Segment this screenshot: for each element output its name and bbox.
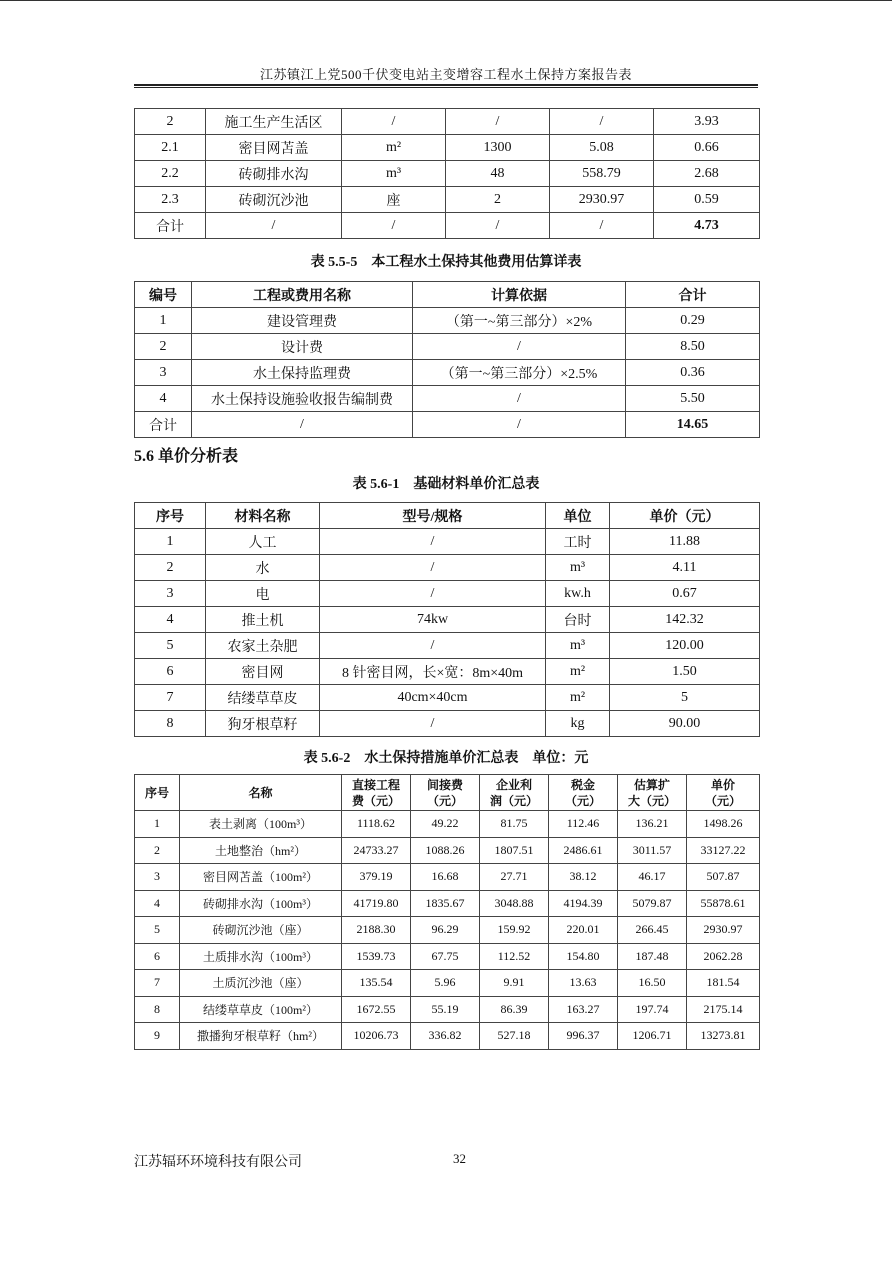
header-text: （元） (564, 793, 601, 808)
table-cell: 8.50 (626, 334, 760, 360)
header-rule (134, 84, 758, 88)
table-cell: 5.08 (550, 135, 654, 161)
table-cell: 181.54 (687, 970, 760, 997)
table-cell: 2175.14 (687, 996, 760, 1023)
table-cell: 4194.39 (549, 890, 618, 917)
table-cell: 农家土杂肥 (206, 633, 320, 659)
table-cell: 14.65 (626, 412, 760, 438)
table-cell: 16.50 (618, 970, 687, 997)
table-row (135, 308, 760, 334)
table-cell: 水土保持设施验收报告编制费 (192, 386, 413, 412)
table-cell: / (550, 213, 654, 239)
table-cell: （第一~第三部分）×2.5% (413, 360, 626, 386)
table-cell: / (413, 386, 626, 412)
table-cell: 2486.61 (549, 837, 618, 864)
column-header (549, 775, 618, 811)
table-cell: 1206.71 (618, 1023, 687, 1050)
table-cell: 4.11 (610, 555, 760, 581)
table-row (135, 970, 760, 997)
table-cell: 558.79 (550, 161, 654, 187)
table-row (135, 360, 760, 386)
table-total-row (135, 412, 760, 438)
table-cell: 0.29 (626, 308, 760, 334)
table-row (135, 1023, 760, 1050)
table-cell: 9.91 (480, 970, 549, 997)
table-row (135, 659, 760, 685)
table-cell: kg (546, 711, 610, 737)
table-cell: / (192, 412, 413, 438)
table-cell: （第一~第三部分）×2% (413, 308, 626, 334)
table-cell: / (320, 711, 546, 737)
table-cell: 3 (135, 864, 180, 891)
column-header: 工程或费用名称 (192, 282, 413, 308)
header-text: 直接工程 (351, 777, 400, 792)
table-cell: m² (342, 135, 446, 161)
table-row (135, 917, 760, 944)
table-cell: 55878.61 (687, 890, 760, 917)
table-cell: 74kw (320, 607, 546, 633)
page-number: 32 (453, 1151, 466, 1166)
table-row (135, 135, 760, 161)
table-cell: / (413, 412, 626, 438)
table-cell: 33127.22 (687, 837, 760, 864)
table-cell: 1672.55 (342, 996, 411, 1023)
table-cell: 0.59 (654, 187, 760, 213)
table-cell: 0.67 (610, 581, 760, 607)
table-cell: / (342, 213, 446, 239)
table-cell: 推土机 (206, 607, 320, 633)
table-cell: 197.74 (618, 996, 687, 1023)
table-cell: 67.75 (411, 943, 480, 970)
table-cell: 1498.26 (687, 811, 760, 838)
column-header (687, 775, 760, 811)
table-cell: 1 (135, 308, 192, 334)
header-text: 税金 (570, 777, 595, 792)
table-row (135, 837, 760, 864)
table-cell: 结缕草草皮（100m²） (180, 996, 342, 1023)
table-caption-5-6-2: 表 5.6-2 水土保持措施单价汇总表 单位：元 (303, 751, 589, 766)
table-cell: 1835.67 (411, 890, 480, 917)
table-cell: 3 (135, 360, 192, 386)
header-text: 企业利 (495, 777, 532, 792)
table-caption-5-6-1: 表 5.6-1 基础材料单价汇总表 (352, 477, 540, 492)
column-header (342, 775, 411, 811)
table-cell: 水土保持监理费 (192, 360, 413, 386)
column-header: 型号/规格 (320, 503, 546, 529)
column-header: 合计 (626, 282, 760, 308)
table-cell: 154.80 (549, 943, 618, 970)
table-cell: 2 (135, 837, 180, 864)
table-cell: 2 (135, 334, 192, 360)
header-text: 名称 (248, 785, 273, 800)
table-cell: 49.22 (411, 811, 480, 838)
table-cell: 砖砌沉沙池 (206, 187, 342, 213)
header-text: 估算扩 (633, 777, 670, 792)
table-row (135, 109, 760, 135)
table-cell: 41719.80 (342, 890, 411, 917)
table-cell: 2930.97 (687, 917, 760, 944)
table-cell: 7 (135, 685, 206, 711)
column-header: 单位 (546, 503, 610, 529)
header-text: 序号 (144, 785, 169, 800)
table-header-row (135, 775, 760, 811)
column-header (618, 775, 687, 811)
table-cell: 5 (135, 917, 180, 944)
column-header (180, 775, 342, 811)
column-header: 序号 (135, 503, 206, 529)
table-cell: m³ (342, 161, 446, 187)
table-cell: 1807.51 (480, 837, 549, 864)
table-row (135, 996, 760, 1023)
table-cell: 0.66 (654, 135, 760, 161)
column-header: 编号 (135, 282, 192, 308)
table-cell: 90.00 (610, 711, 760, 737)
table-cell: 5 (610, 685, 760, 711)
table-cell: 设计费 (192, 334, 413, 360)
header-text: （元） (426, 793, 463, 808)
table-cell: 土质沉沙池（座） (180, 970, 342, 997)
table-row (135, 943, 760, 970)
table-cell: 4.73 (654, 213, 760, 239)
column-header: 单价（元） (610, 503, 760, 529)
table-cell: / (446, 213, 550, 239)
table-cell: 2.3 (135, 187, 206, 213)
table-cell: 电 (206, 581, 320, 607)
table-cell: / (320, 633, 546, 659)
table-cell: 台时 (546, 607, 610, 633)
table-cell: m² (546, 659, 610, 685)
table-row (135, 864, 760, 891)
table-cell: 6 (135, 943, 180, 970)
table-cell: 砖砌排水沟 (206, 161, 342, 187)
column-header (480, 775, 549, 811)
table-cell: 142.32 (610, 607, 760, 633)
table-cell: / (550, 109, 654, 135)
table-cell: 336.82 (411, 1023, 480, 1050)
table-cell: 996.37 (549, 1023, 618, 1050)
table-continuation (134, 108, 760, 239)
table-cell: 55.19 (411, 996, 480, 1023)
table-cell: 112.52 (480, 943, 549, 970)
table-5-6-1 (134, 502, 760, 737)
table-cell: 狗牙根草籽 (206, 711, 320, 737)
table-cell: / (320, 555, 546, 581)
table-5-5-5 (134, 281, 760, 438)
table-cell: / (320, 581, 546, 607)
table-cell: 86.39 (480, 996, 549, 1023)
table-cell: 水 (206, 555, 320, 581)
table-cell: 撒播狗牙根草籽（hm²） (180, 1023, 342, 1050)
table-cell: m² (546, 685, 610, 711)
table-cell: 2062.28 (687, 943, 760, 970)
table-header-row (135, 503, 760, 529)
table-row (135, 711, 760, 737)
table-cell: 施工生产生活区 (206, 109, 342, 135)
column-header (135, 775, 180, 811)
table-cell: 16.68 (411, 864, 480, 891)
table-cell: m³ (546, 633, 610, 659)
table-total-row (135, 213, 760, 239)
table-cell: 3.93 (654, 109, 760, 135)
table-cell: 81.75 (480, 811, 549, 838)
table-cell: 建设管理费 (192, 308, 413, 334)
table-cell: 2.68 (654, 161, 760, 187)
table-cell: 1 (135, 529, 206, 555)
table-cell: 507.87 (687, 864, 760, 891)
table-cell: 187.48 (618, 943, 687, 970)
table-header-row (135, 282, 760, 308)
table-cell: 砖砌排水沟（100m³） (180, 890, 342, 917)
table-cell: 159.92 (480, 917, 549, 944)
table-row (135, 633, 760, 659)
table-cell: 8 (135, 711, 206, 737)
table-row (135, 685, 760, 711)
table-cell: 2.2 (135, 161, 206, 187)
table-cell: 砖砌沉沙池（座） (180, 917, 342, 944)
table-cell: 7 (135, 970, 180, 997)
table-cell: 220.01 (549, 917, 618, 944)
header-text: 单价 (710, 777, 735, 792)
top-border-line (0, 0, 892, 1)
section-title: 5.6 单价分析表 (134, 448, 239, 465)
table-cell: 5 (135, 633, 206, 659)
table-cell: 密目网 (206, 659, 320, 685)
table-cell: 1088.26 (411, 837, 480, 864)
table-cell: / (320, 529, 546, 555)
table-cell: 38.12 (549, 864, 618, 891)
header-text: 润（元） (489, 793, 538, 808)
header-text: 大（元） (627, 793, 676, 808)
table-cell: / (413, 334, 626, 360)
table-cell: 3 (135, 581, 206, 607)
table-cell: 1118.62 (342, 811, 411, 838)
table-row (135, 555, 760, 581)
table-cell: 土质排水沟（100m³） (180, 943, 342, 970)
table-row (135, 890, 760, 917)
table-cell: 1.50 (610, 659, 760, 685)
table-cell: 8 (135, 996, 180, 1023)
table-cell: / (446, 109, 550, 135)
table-cell: / (342, 109, 446, 135)
table-cell: 2.1 (135, 135, 206, 161)
table-row (135, 607, 760, 633)
header-text: 间接费 (426, 777, 463, 792)
table-cell: 1539.73 (342, 943, 411, 970)
table-cell: 密目网苫盖 (206, 135, 342, 161)
table-cell: 2 (135, 555, 206, 581)
table-cell: 4 (135, 386, 192, 412)
table-cell: 合计 (135, 412, 192, 438)
table-5-6-2 (134, 774, 760, 1050)
table-cell: 2 (135, 109, 206, 135)
table-caption-5-5-5: 表 5.5-5 本工程水土保持其他费用估算详表 (310, 255, 582, 270)
table-cell: 266.45 (618, 917, 687, 944)
table-cell: 24733.27 (342, 837, 411, 864)
table-row (135, 529, 760, 555)
table-row (135, 187, 760, 213)
table-cell: 结缕草草皮 (206, 685, 320, 711)
table-cell: 4 (135, 890, 180, 917)
table-cell: 2 (446, 187, 550, 213)
table-cell: 13.63 (549, 970, 618, 997)
table-cell: 密目网苫盖（100m²） (180, 864, 342, 891)
table-cell: 5079.87 (618, 890, 687, 917)
table-cell: 人工 (206, 529, 320, 555)
table-cell: / (206, 213, 342, 239)
running-header: 江苏镇江上党500千伏变电站主变增容工程水土保持方案报告表 (259, 67, 632, 82)
table-cell: 13273.81 (687, 1023, 760, 1050)
table-cell: m³ (546, 555, 610, 581)
table-cell: 9 (135, 1023, 180, 1050)
table-row (135, 581, 760, 607)
table-cell: kw.h (546, 581, 610, 607)
table-cell: 135.54 (342, 970, 411, 997)
table-cell: 8 针密目网，长×宽：8m×40m (320, 659, 546, 685)
header-text: （元） (704, 793, 741, 808)
table-cell: 0.36 (626, 360, 760, 386)
table-cell: 2930.97 (550, 187, 654, 213)
table-cell: 120.00 (610, 633, 760, 659)
column-header (411, 775, 480, 811)
table-cell: 土地整治（hm²） (180, 837, 342, 864)
table-cell: 2188.30 (342, 917, 411, 944)
table-cell: 46.17 (618, 864, 687, 891)
table-cell: 136.21 (618, 811, 687, 838)
table-cell: 表土剥离（100m³） (180, 811, 342, 838)
column-header: 材料名称 (206, 503, 320, 529)
table-cell: 5.50 (626, 386, 760, 412)
table-cell: 合计 (135, 213, 206, 239)
footer-company: 江苏辐环环境科技有限公司 (134, 1155, 302, 1170)
table-cell: 163.27 (549, 996, 618, 1023)
table-cell: 6 (135, 659, 206, 685)
table-cell: 座 (342, 187, 446, 213)
table-cell: 1300 (446, 135, 550, 161)
table-cell: 3011.57 (618, 837, 687, 864)
table-cell: 工时 (546, 529, 610, 555)
table-row (135, 161, 760, 187)
table-cell: 27.71 (480, 864, 549, 891)
table-row (135, 386, 760, 412)
table-cell: 3048.88 (480, 890, 549, 917)
table-cell: 112.46 (549, 811, 618, 838)
table-row (135, 334, 760, 360)
table-cell: 4 (135, 607, 206, 633)
table-cell: 40cm×40cm (320, 685, 546, 711)
table-cell: 11.88 (610, 529, 760, 555)
table-cell: 10206.73 (342, 1023, 411, 1050)
column-header: 计算依据 (413, 282, 626, 308)
table-cell: 527.18 (480, 1023, 549, 1050)
table-cell: 5.96 (411, 970, 480, 997)
table-cell: 1 (135, 811, 180, 838)
table-row (135, 811, 760, 838)
table-cell: 48 (446, 161, 550, 187)
table-cell: 379.19 (342, 864, 411, 891)
table-cell: 96.29 (411, 917, 480, 944)
header-text: 费（元） (351, 793, 400, 808)
